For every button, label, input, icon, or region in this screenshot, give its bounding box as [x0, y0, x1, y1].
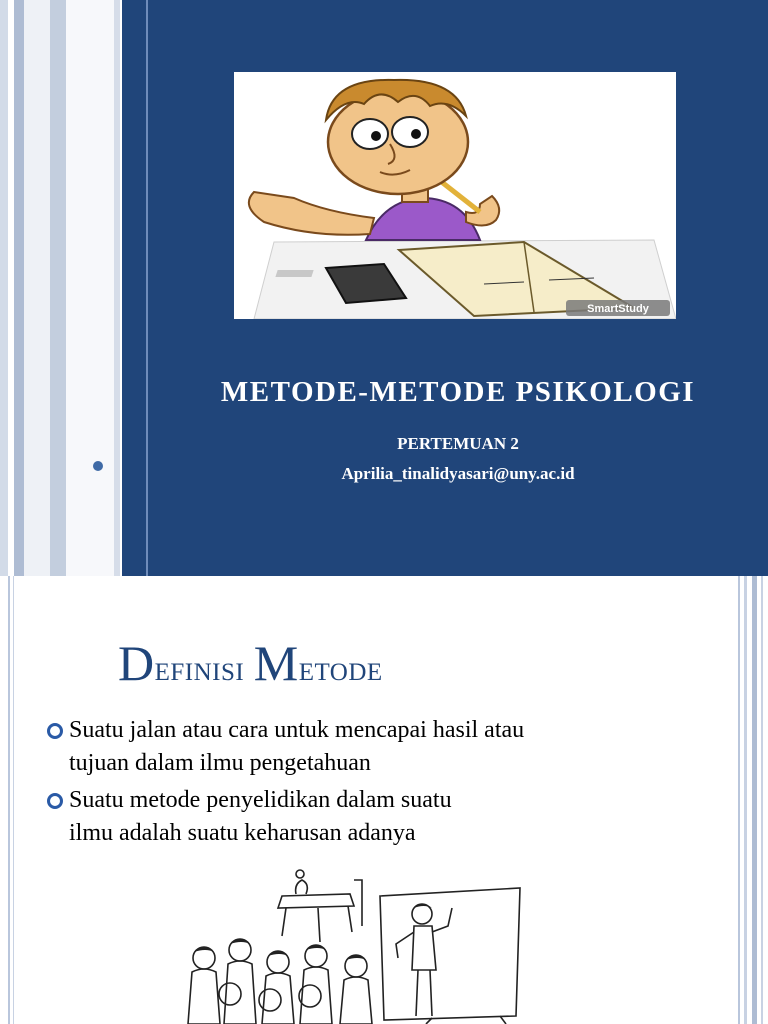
slide-title [118, 634, 383, 692]
decor-dot [93, 461, 103, 471]
decor-stripe [14, 0, 24, 576]
decor-line [761, 576, 763, 1024]
bullet-line: Suatu jalan atau cara untuk mencapai hasil atau [69, 717, 525, 743]
slide-2 [0, 576, 768, 1024]
decor-line [744, 576, 747, 1024]
student-cartoon-illustration [234, 72, 676, 319]
classroom-sketch-illustration [170, 866, 530, 1024]
decor-line [13, 576, 14, 1024]
presentation-title: METODE-METODE PSIKOLOGI [220, 376, 696, 408]
decor-stripe [50, 0, 66, 576]
bullet-line: Suatu metode penyelidikan dalam suatu [69, 787, 452, 813]
classroom-sketch [170, 866, 530, 1024]
decor-line [752, 576, 757, 1024]
bullet-ring-icon [47, 723, 63, 739]
bullet-line: tujuan dalam ilmu pengetahuan [69, 750, 371, 776]
title-word: etode [298, 648, 383, 688]
session-label: PERTEMUAN 2 [397, 434, 519, 453]
author-email: Aprilia_tinalidyasari@uny.ac.id [341, 464, 575, 483]
cartoon-image [234, 72, 676, 319]
bullet-item [47, 714, 707, 780]
bullet-line: ilmu adalah suatu keharusan adanya [69, 820, 416, 846]
panel-divider [146, 0, 148, 576]
decor-stripe [0, 0, 8, 576]
bullet-item [47, 784, 707, 850]
decor-stripe [66, 0, 114, 576]
decor-line [738, 576, 740, 1024]
title-word: efinisi [154, 648, 245, 688]
decor-line [8, 576, 10, 1024]
decor-stripe [24, 0, 50, 576]
title-initial: M [253, 635, 299, 691]
title-initial: D [118, 635, 155, 691]
watermark-text: SmartStudy [587, 303, 649, 315]
bullet-ring-icon [47, 793, 63, 809]
